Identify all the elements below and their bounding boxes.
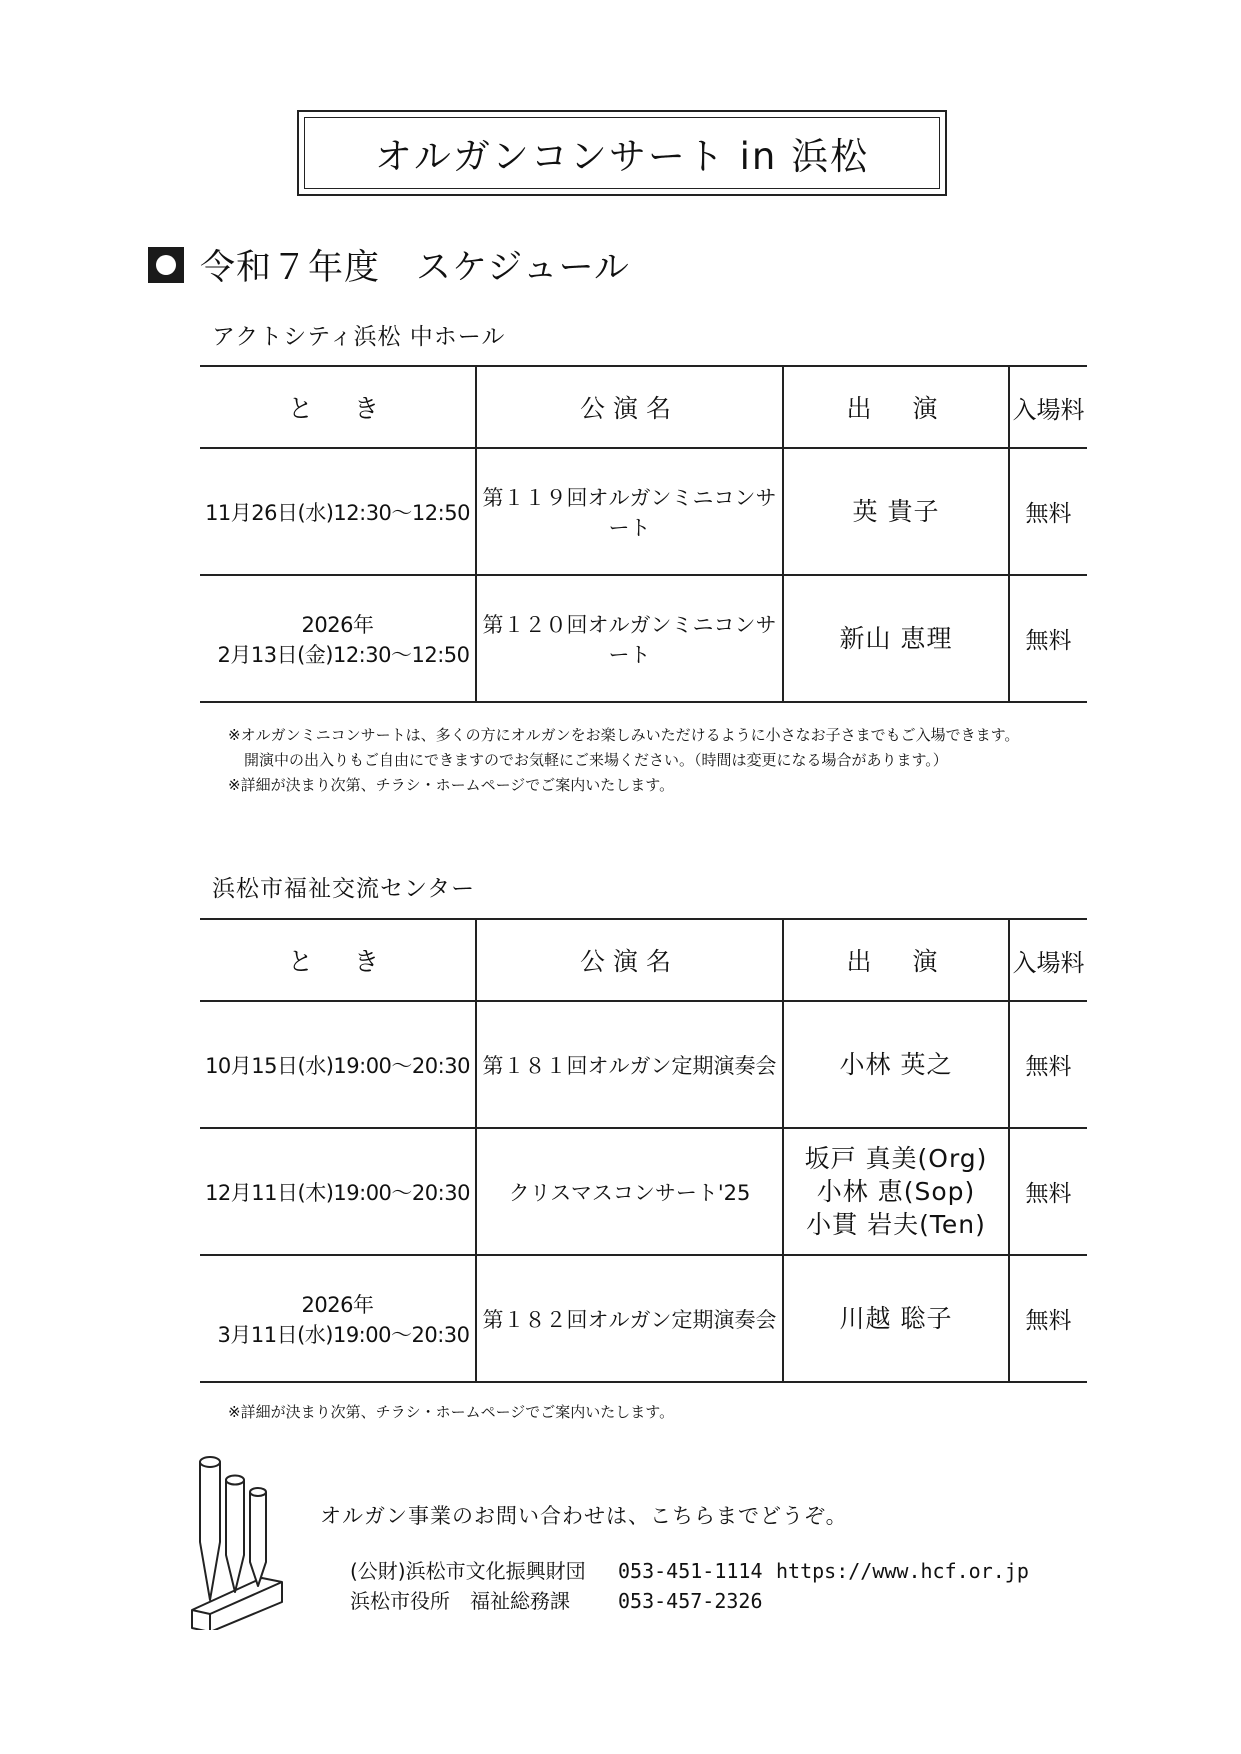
table-header-row — [200, 919, 1087, 1001]
row-when — [200, 575, 476, 702]
header-when: と き — [200, 919, 476, 1001]
header-fee: 入場料 — [1009, 366, 1087, 448]
row-year: 2026年 — [301, 1292, 374, 1317]
row-fee: 無料 — [1009, 1001, 1087, 1128]
row-year: 2026年 — [301, 612, 374, 637]
schedule-table-welfare-center — [200, 918, 1087, 1383]
schedule-heading — [148, 240, 630, 290]
header-name: 公演名 — [476, 366, 783, 448]
header-performer: 出 演 — [783, 919, 1009, 1001]
row-performers — [783, 1255, 1009, 1382]
row-when — [200, 448, 476, 575]
row-fee: 無料 — [1009, 575, 1087, 702]
row-when — [200, 1255, 476, 1382]
row-performers — [783, 1128, 1009, 1255]
header-when: と き — [200, 366, 476, 448]
contact-tel: 053-457-2326 — [618, 1589, 763, 1613]
row-concert-name: 第１８２回オルガン定期演奏会 — [476, 1255, 783, 1382]
note-line: ※詳細が決まり次第、チラシ・ホームページでご案内いたします。 — [228, 1403, 675, 1421]
venue-title-act-city: アクトシティ浜松 中ホール — [212, 324, 506, 350]
contact-url[interactable]: https://www.hcf.or.jp — [776, 1559, 1029, 1583]
row-date: 3月11日(水)19:00～20:30 — [217, 1322, 470, 1347]
row-date: 11月26日(水)12:30～12:50 — [205, 500, 470, 525]
notes-act-city — [228, 723, 1019, 798]
contact-tel: 053-451-1114 — [618, 1559, 763, 1583]
schedule-table-act-city — [200, 365, 1087, 703]
contact-row-city-office — [350, 1585, 776, 1614]
table-header-row — [200, 366, 1087, 448]
note-line: ※詳細が決まり次第、チラシ・ホームページでご案内いたします。 — [228, 776, 675, 794]
row-performers — [783, 575, 1009, 702]
notes-welfare-center — [228, 1400, 674, 1425]
row-concert-name: クリスマスコンサート'25 — [476, 1128, 783, 1255]
row-concert-name: 第１８１回オルガン定期演奏会 — [476, 1001, 783, 1128]
venue-title-welfare-center: 浜松市福祉交流センター — [212, 876, 476, 902]
schedule-heading-text: 令和７年度 スケジュール — [200, 248, 630, 288]
row-fee: 無料 — [1009, 1255, 1087, 1382]
performer: 川越 聡子 — [839, 1304, 953, 1333]
row-fee: 無料 — [1009, 448, 1087, 575]
header-fee: 入場料 — [1009, 919, 1087, 1001]
performer: 小林 英之 — [839, 1050, 953, 1079]
performer: 新山 恵理 — [839, 624, 953, 653]
header-performer: 出 演 — [783, 366, 1009, 448]
contact-org: 浜松市役所 福祉総務課 — [350, 1589, 570, 1613]
table-row — [200, 1128, 1087, 1255]
note-line: 開演中の出入りもご自由にできますのでお気軽にご来場ください。（時間は変更になる場合があります。） — [244, 751, 948, 769]
performer: 坂戸 真美(Org) — [804, 1144, 988, 1173]
organ-pipes-icon — [190, 1450, 300, 1630]
row-date: 12月11日(木)19:00～20:30 — [205, 1180, 470, 1205]
page-title: オルガンコンサート in 浜松 — [304, 117, 940, 189]
row-date: 2月13日(金)12:30～12:50 — [217, 642, 470, 667]
row-fee: 無料 — [1009, 1128, 1087, 1255]
row-concert-name: 第１１９回オルガンミニコンサート — [476, 448, 783, 575]
contact-lead: オルガン事業のお問い合わせは、こちらまでどうぞ。 — [320, 1504, 848, 1528]
circle-square-bullet-icon — [148, 247, 184, 283]
contact-org: (公財)浜松市文化振興財団 — [350, 1559, 586, 1583]
table-row — [200, 1255, 1087, 1382]
row-performers — [783, 448, 1009, 575]
note-line: ※オルガンミニコンサートは、多くの方にオルガンをお楽しみいただけるように小さなお子さまでもご入場できます。 — [228, 726, 1020, 744]
contact-row-foundation — [350, 1555, 1029, 1584]
performer: 英 貴子 — [852, 497, 940, 526]
row-date: 10月15日(水)19:00～20:30 — [205, 1053, 470, 1078]
performer: 小林 恵(Sop) — [816, 1177, 976, 1206]
row-when — [200, 1001, 476, 1128]
performer: 小貫 岩夫(Ten) — [806, 1210, 986, 1239]
row-when — [200, 1128, 476, 1255]
table-row — [200, 575, 1087, 702]
table-row — [200, 1001, 1087, 1128]
title-frame — [297, 110, 947, 196]
row-concert-name: 第１２０回オルガンミニコンサート — [476, 575, 783, 702]
table-row — [200, 448, 1087, 575]
row-performers — [783, 1001, 1009, 1128]
header-name: 公演名 — [476, 919, 783, 1001]
